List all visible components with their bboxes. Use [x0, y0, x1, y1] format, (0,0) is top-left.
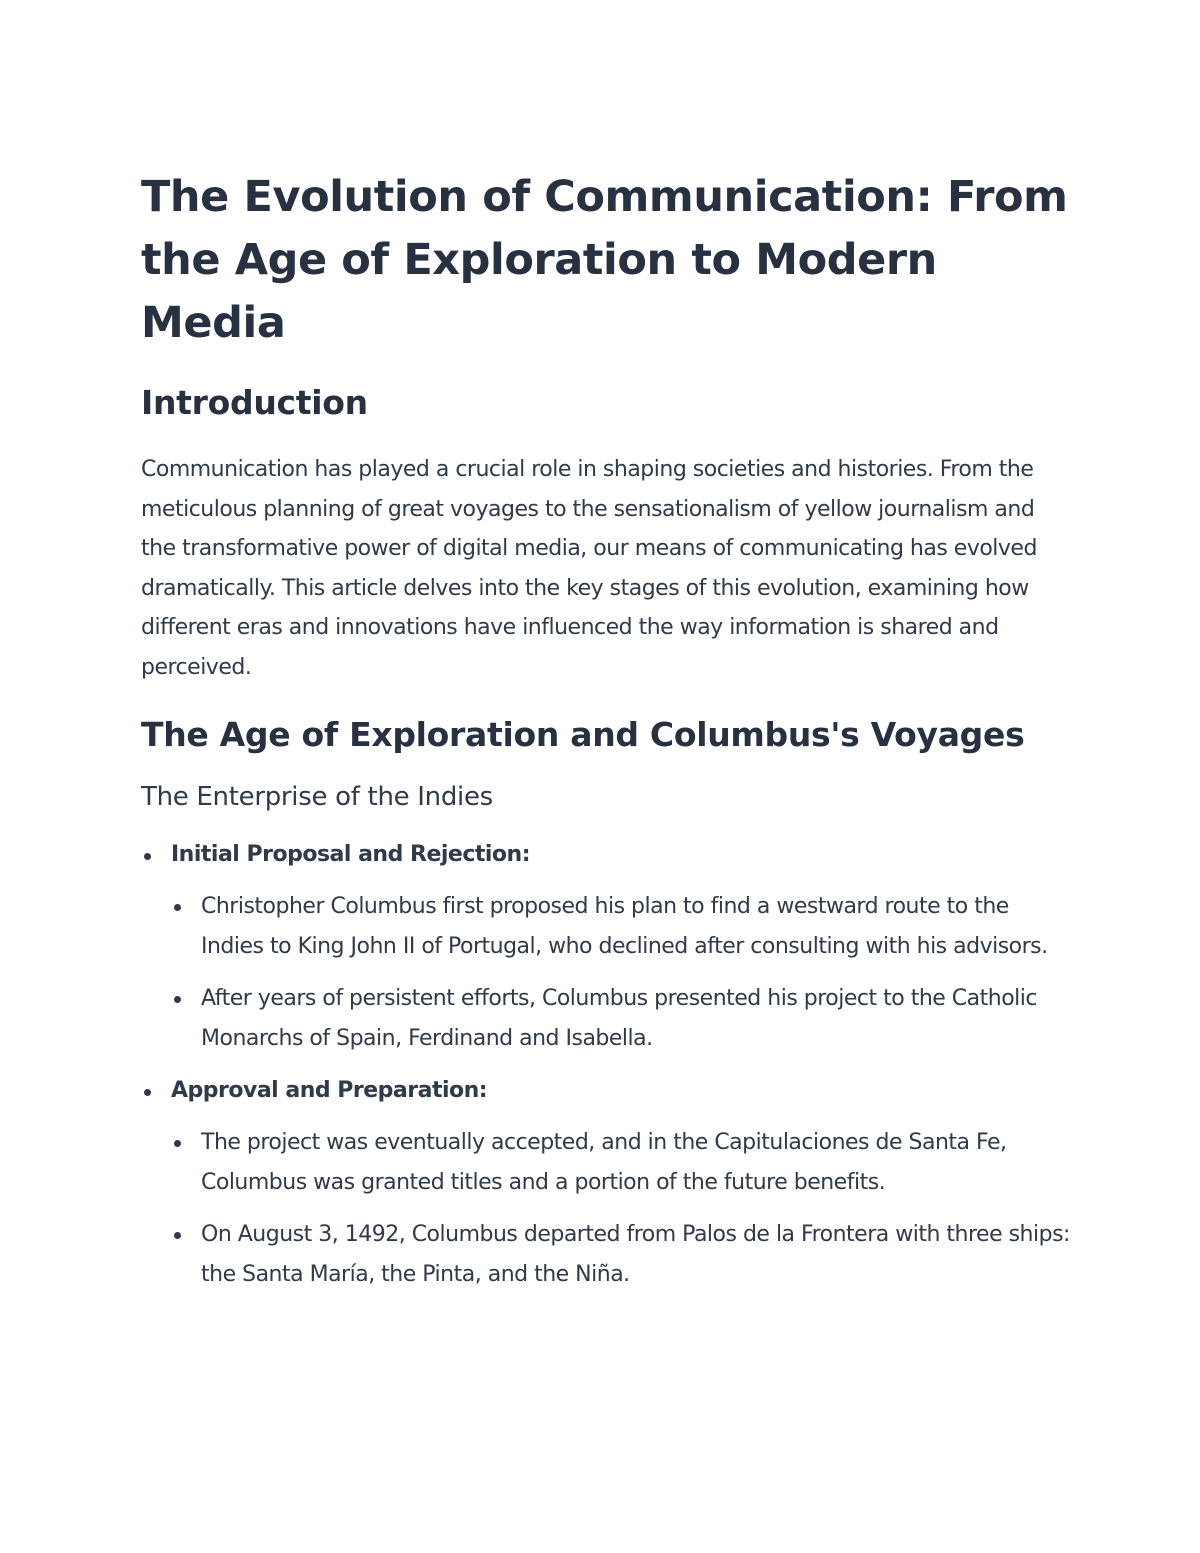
sub-list: [171, 1123, 1071, 1295]
topic-list: [141, 837, 1071, 1295]
list-item: [141, 1073, 1071, 1295]
list-item: After years of persistent efforts, Columbus presented his project to the Catholic Monarchs of Spain, Ferdinand and Isabella.: [171, 979, 1071, 1059]
list-item-label: Initial Proposal and Rejection:: [171, 842, 530, 867]
list-item: On August 3, 1492, Columbus departed from Palos de la Frontera with three ships: the Santa María, the Pinta, and the Niña.: [171, 1215, 1071, 1295]
list-item: Christopher Columbus first proposed his plan to find a westward route to the Indies to King John II of Portugal, who declined after consulting with his advisors.: [171, 887, 1071, 967]
section-heading: The Age of Exploration and Columbus's Voyages: [141, 715, 1025, 754]
introduction-heading: Introduction: [141, 383, 368, 422]
list-item: The project was eventually accepted, and in the Capitulaciones de Santa Fe, Columbus was granted titles and a portion of the future benefits.: [171, 1123, 1071, 1203]
introduction-paragraph: Communication has played a crucial role in shaping societies and histories. From the meticulous planning of great voyages to the sensationalism of yellow journalism and the transformative power of digital media, our means of communicating has evolved dramatically. This article delves into the key stages of this evolution, examining how different eras and innovations have influenced the way information is shared and perceived.: [141, 457, 1037, 680]
list-item-label: Approval and Preparation:: [171, 1078, 488, 1103]
document-title: The Evolution of Communication: From the Age of Exploration to Modern Media: [141, 172, 1068, 348]
sub-list: [171, 887, 1071, 1059]
section-subheading: The Enterprise of the Indies: [141, 782, 493, 812]
list-item: [141, 837, 1071, 1059]
document-page: [141, 166, 1071, 1309]
